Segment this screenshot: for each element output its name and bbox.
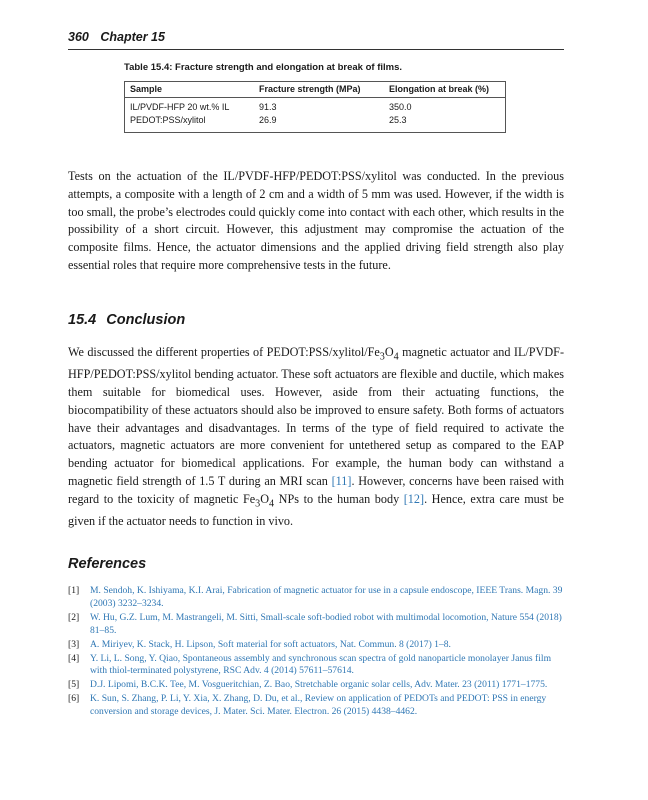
page-number: 360	[68, 30, 89, 44]
table-header-cell: Sample	[130, 84, 163, 94]
table-header-row	[125, 82, 505, 98]
reference-item	[68, 612, 564, 638]
reference-number: [6]	[68, 693, 80, 705]
body-paragraph: Tests on the actuation of the IL/PVDF-HFP/PEDOT:PSS/xylitol was conducted. In the previous attempts, a composite with a length of 2 cm and a width of 5 mm was used. However, if the width is too small, the probe’s electrodes could quickly come into contact with each other, which results in the possibility of a short circuit. However, this adjustment may compromise the actuation of the composite films. Hence, the actuator dimensions and the applied driving field strength also play essential roles that require more comprehensive tests in the future.	[68, 169, 564, 272]
reference-item	[68, 639, 564, 652]
reference-link[interactable]: K. Sun, S. Zhang, P. Li, Y. Xia, X. Zhang, D. Du, et al., Review on application of PEDOTs and PEDOT: PSS in energy conversion and storage devices, J. Mater. Sci. Mater. Electron. 26 (2015) 4438–4462.	[90, 693, 547, 718]
reference-number: [4]	[68, 652, 80, 664]
table-cell: 350.0	[389, 102, 412, 112]
reference-number: [1]	[68, 585, 80, 596]
table-cell: 26.9	[259, 115, 277, 125]
section-title: Conclusion	[106, 312, 186, 328]
chapter-label: Chapter 15	[100, 30, 165, 44]
header-rule	[68, 49, 564, 50]
reference-link[interactable]: A. Miriyev, K. Stack, H. Lipson, Soft material for soft actuators, Nat. Commun. 8 (2017) 1–8.	[90, 638, 451, 650]
reference-list	[68, 585, 564, 720]
reference-link[interactable]: M. Sendoh, K. Ishiyama, K.I. Arai, Fabrication of magnetic actuator for use in a capsule endoscope, IEEE Trans. Magn. 39 (2003) 3232–3234.	[90, 585, 563, 609]
table-cell: PEDOT:PSS/xylitol	[130, 115, 206, 125]
table-cell: 91.3	[259, 102, 277, 112]
reference-number: [2]	[68, 611, 80, 623]
reference-link[interactable]: Y. Li, L. Song, Y. Qiao, Spontaneous assembly and synchronous scan spectra of gold nanoparticle monolayer Janus film with thiol-terminated polystyrene, RSC Adv. 4 (2014) 57611–57614.	[90, 652, 552, 677]
table-header-cell: Elongation at break (%)	[389, 84, 490, 94]
table-caption: Table 15.4: Fracture strength and elongation at break of films.	[124, 62, 403, 73]
reference-number: [5]	[68, 679, 80, 691]
references-heading: References	[68, 556, 147, 572]
data-table	[124, 81, 506, 133]
reference-item	[68, 653, 564, 679]
running-head	[68, 30, 564, 44]
citation-link[interactable]: [11]	[331, 474, 352, 489]
reference-item	[68, 585, 564, 611]
table-cell: 25.3	[389, 115, 407, 125]
reference-number: [3]	[68, 638, 80, 650]
section-heading	[68, 312, 185, 328]
table-cell: IL/PVDF-HFP 20 wt.% IL	[130, 102, 230, 112]
reference-link[interactable]: W. Hu, G.Z. Lum, M. Mastrangeli, M. Sitti, Small-scale soft-bodied robot with multimodal locomotion, Nature 554 (2018) 81–85.	[90, 611, 562, 636]
section-number: 15.4	[68, 312, 97, 328]
table-header-cell: Fracture strength (MPa)	[259, 84, 361, 94]
citation-link[interactable]: [12]	[403, 491, 425, 506]
conclusion-paragraph: We discussed the different properties of $PEDOT:PSS/xylitol/Fe_3O_4$ magnetic actuator and IL/PVDF-HFP/PEDOT:PSS/xylitol bending actuator. These soft actuators are flexible and ductile, which makes them suitable for biomedical uses. However, aside from their actuating functions, the biocompatibility of these actuators should also be improved to ensure safety. Both forms of actuators have their advantages and disadvantages. In terms of the type of field required to activate the actuators, magnetic actuators are more convenient for untethered setup as compared to the EAP bending actuator for biomedical applications. For example, the human body can withstand a magnetic field strength of 1.5 T during an MRI scan [11]. However, concerns have been raised with regard to the toxicity of magnetic $Fe_3O_4$ NPs to the human body [12]. Hence, extra care must be given if the actuator needs to function in vivo.	[68, 345, 564, 529]
reference-item	[68, 693, 564, 719]
reference-link[interactable]: D.J. Lipomi, B.C.K. Tee, M. Vosgueritchian, Z. Bao, Stretchable organic solar cells, Adv. Mater. 23 (2011) 1771–1775.	[90, 679, 548, 691]
reference-item	[68, 679, 564, 692]
